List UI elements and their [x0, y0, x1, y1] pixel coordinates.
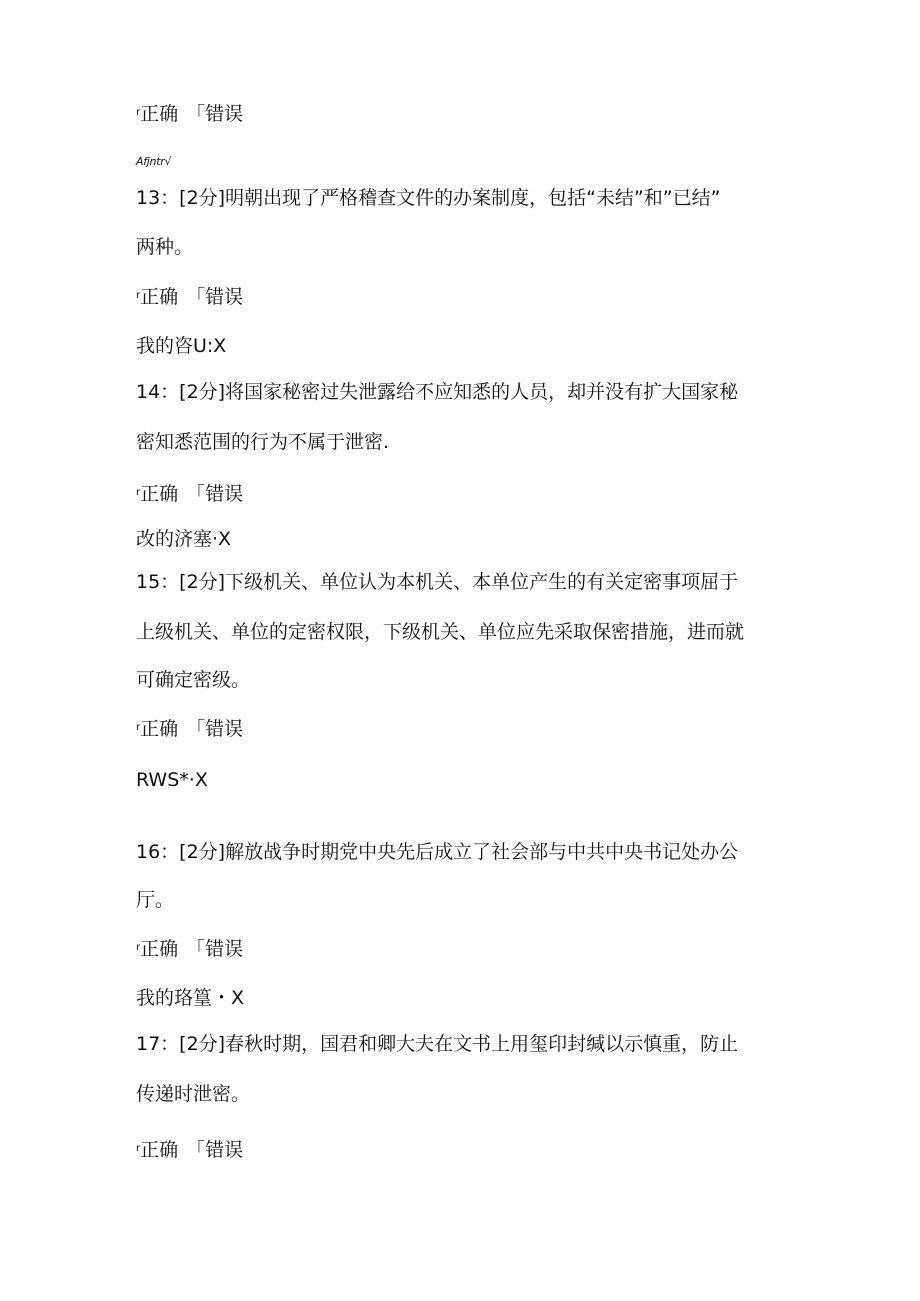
radio-mark-icon: r [136, 942, 141, 953]
radio-mark-icon: r [136, 1143, 141, 1154]
question-14-line-2: 密知悉范围的行为不属于泄密. [136, 431, 390, 453]
answer-options [136, 1138, 243, 1162]
option-correct[interactable]: $^r$正确 [136, 483, 179, 505]
option-correct[interactable]: $^r$正确 [136, 938, 179, 960]
answer-options [136, 937, 243, 961]
option-correct[interactable]: $^r$正确 [136, 103, 179, 125]
option-correct[interactable]: $^r$正确 [136, 1139, 179, 1161]
option-wrong[interactable]: 「错误 [186, 103, 244, 125]
option-wrong[interactable]: 「错误 [186, 718, 244, 740]
my-answer: 我的珞篁・X [136, 987, 245, 1009]
question-15-line-3: 可确定密级。 [136, 669, 251, 691]
question-16-line-1: 16：[2分]解放战争时期党中央先后成立了社会部与中共中央书记处办公 [136, 841, 739, 863]
question-17-line-2: 传递时泄密。 [136, 1083, 251, 1105]
answer-options [136, 482, 243, 506]
radio-bracket-icon: 「 [186, 103, 206, 125]
my-answer: 改的济塞·X [136, 528, 232, 550]
radio-bracket-icon: 「 [186, 1139, 206, 1161]
option-wrong[interactable]: 「错误 [186, 1139, 244, 1161]
question-15-line-1: 15：[2分]下级机关、单位认为本机关、本单位产生的有关定密事项屈于 [136, 571, 739, 593]
radio-mark-icon: r [136, 290, 141, 301]
answer-options [136, 717, 243, 741]
my-answer: RWS*·X [136, 769, 208, 791]
answer-options [136, 285, 243, 309]
radio-mark-icon: r [136, 487, 141, 498]
radio-bracket-icon: 「 [186, 938, 206, 960]
radio-bracket-icon: 「 [186, 286, 206, 308]
option-wrong[interactable]: 「错误 [186, 286, 244, 308]
option-correct[interactable]: $^r$正确 [136, 286, 179, 308]
option-correct[interactable]: $^r$正确 [136, 718, 179, 740]
radio-mark-icon: r [136, 722, 141, 733]
question-13-line-2: 两种。 [136, 236, 194, 258]
question-15-line-2: 上级机关、单位的定密权限，下级机关、单位应先采取保密措施，进而就 [136, 621, 745, 643]
option-wrong[interactable]: 「错误 [186, 483, 244, 505]
my-answer: Afjntr√ [136, 155, 172, 168]
radio-bracket-icon: 「 [186, 718, 206, 740]
radio-bracket-icon: 「 [186, 483, 206, 505]
question-13-line-1: 13：[2分]明朝出现了严格稽查文件的办案制度，包括“未结”和”已结” [136, 187, 721, 209]
answer-options [136, 102, 243, 126]
question-14-line-1: 14：[2分]将国家秘密过失泄露给不应知悉的人员，却并没有扩大国家秘 [136, 381, 739, 403]
option-wrong[interactable]: 「错误 [186, 938, 244, 960]
my-answer: 我的咨U:X [136, 335, 227, 357]
radio-mark-icon: r [136, 107, 141, 118]
question-17-line-1: 17：[2分]春秋时期，国君和卿大夫在文书上用玺印封缄以示慎重，防止 [136, 1033, 739, 1055]
question-16-line-2: 厅。 [136, 889, 175, 911]
